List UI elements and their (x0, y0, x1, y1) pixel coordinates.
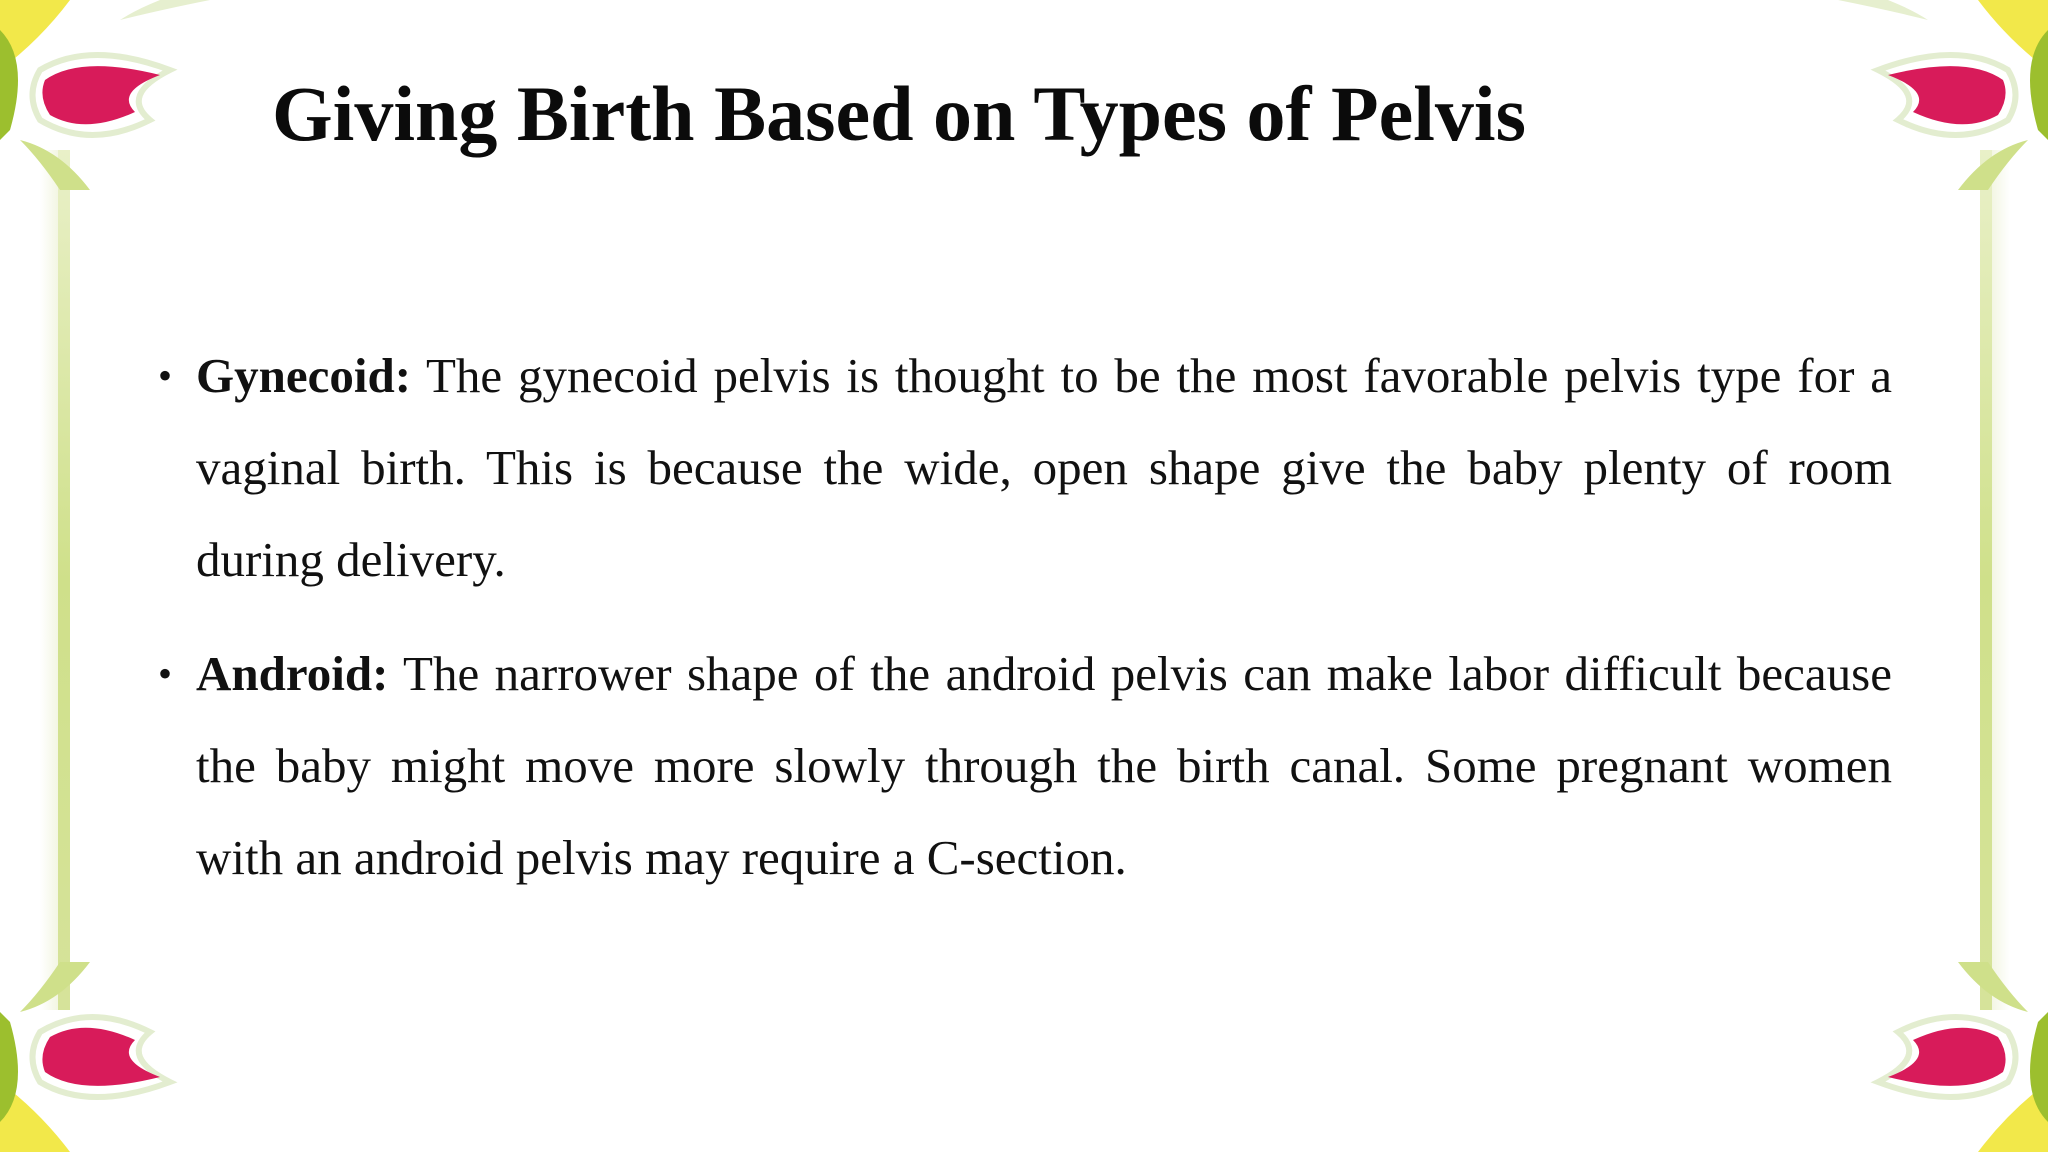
bullet-term: Gynecoid: (196, 348, 412, 403)
bullet-text: The narrower shape of the android pelvis can make labor difficult because the baby might move more slowly through the birth canal. Some pregnant women with an android pelvis may require a C-section. (196, 646, 1892, 885)
slide-title: Giving Birth Based on Types of Pelvis (272, 70, 1526, 157)
bullet-dot: • (158, 353, 173, 398)
bullet-item-android (150, 628, 1892, 904)
border-shade-right (1992, 150, 2010, 1010)
border-stem-right (1980, 150, 1992, 1010)
tulip-flower-icon (1828, 952, 2048, 1152)
border-shade-left (40, 150, 58, 1010)
bullet-dot: • (158, 651, 173, 696)
bullet-item-gynecoid (150, 330, 1892, 606)
tulip-flower-icon (1828, 0, 2048, 200)
bullet-term: Android: (196, 646, 389, 701)
border-stem-left (58, 150, 70, 1010)
tulip-flower-icon (0, 0, 220, 200)
tulip-flower-icon (0, 952, 220, 1152)
bullet-list (150, 330, 1892, 926)
bullet-text: The gynecoid pelvis is thought to be the most favorable pelvis type for a vaginal birth. This is because the wide, open shape give the baby plenty of room during delivery. (196, 348, 1892, 587)
